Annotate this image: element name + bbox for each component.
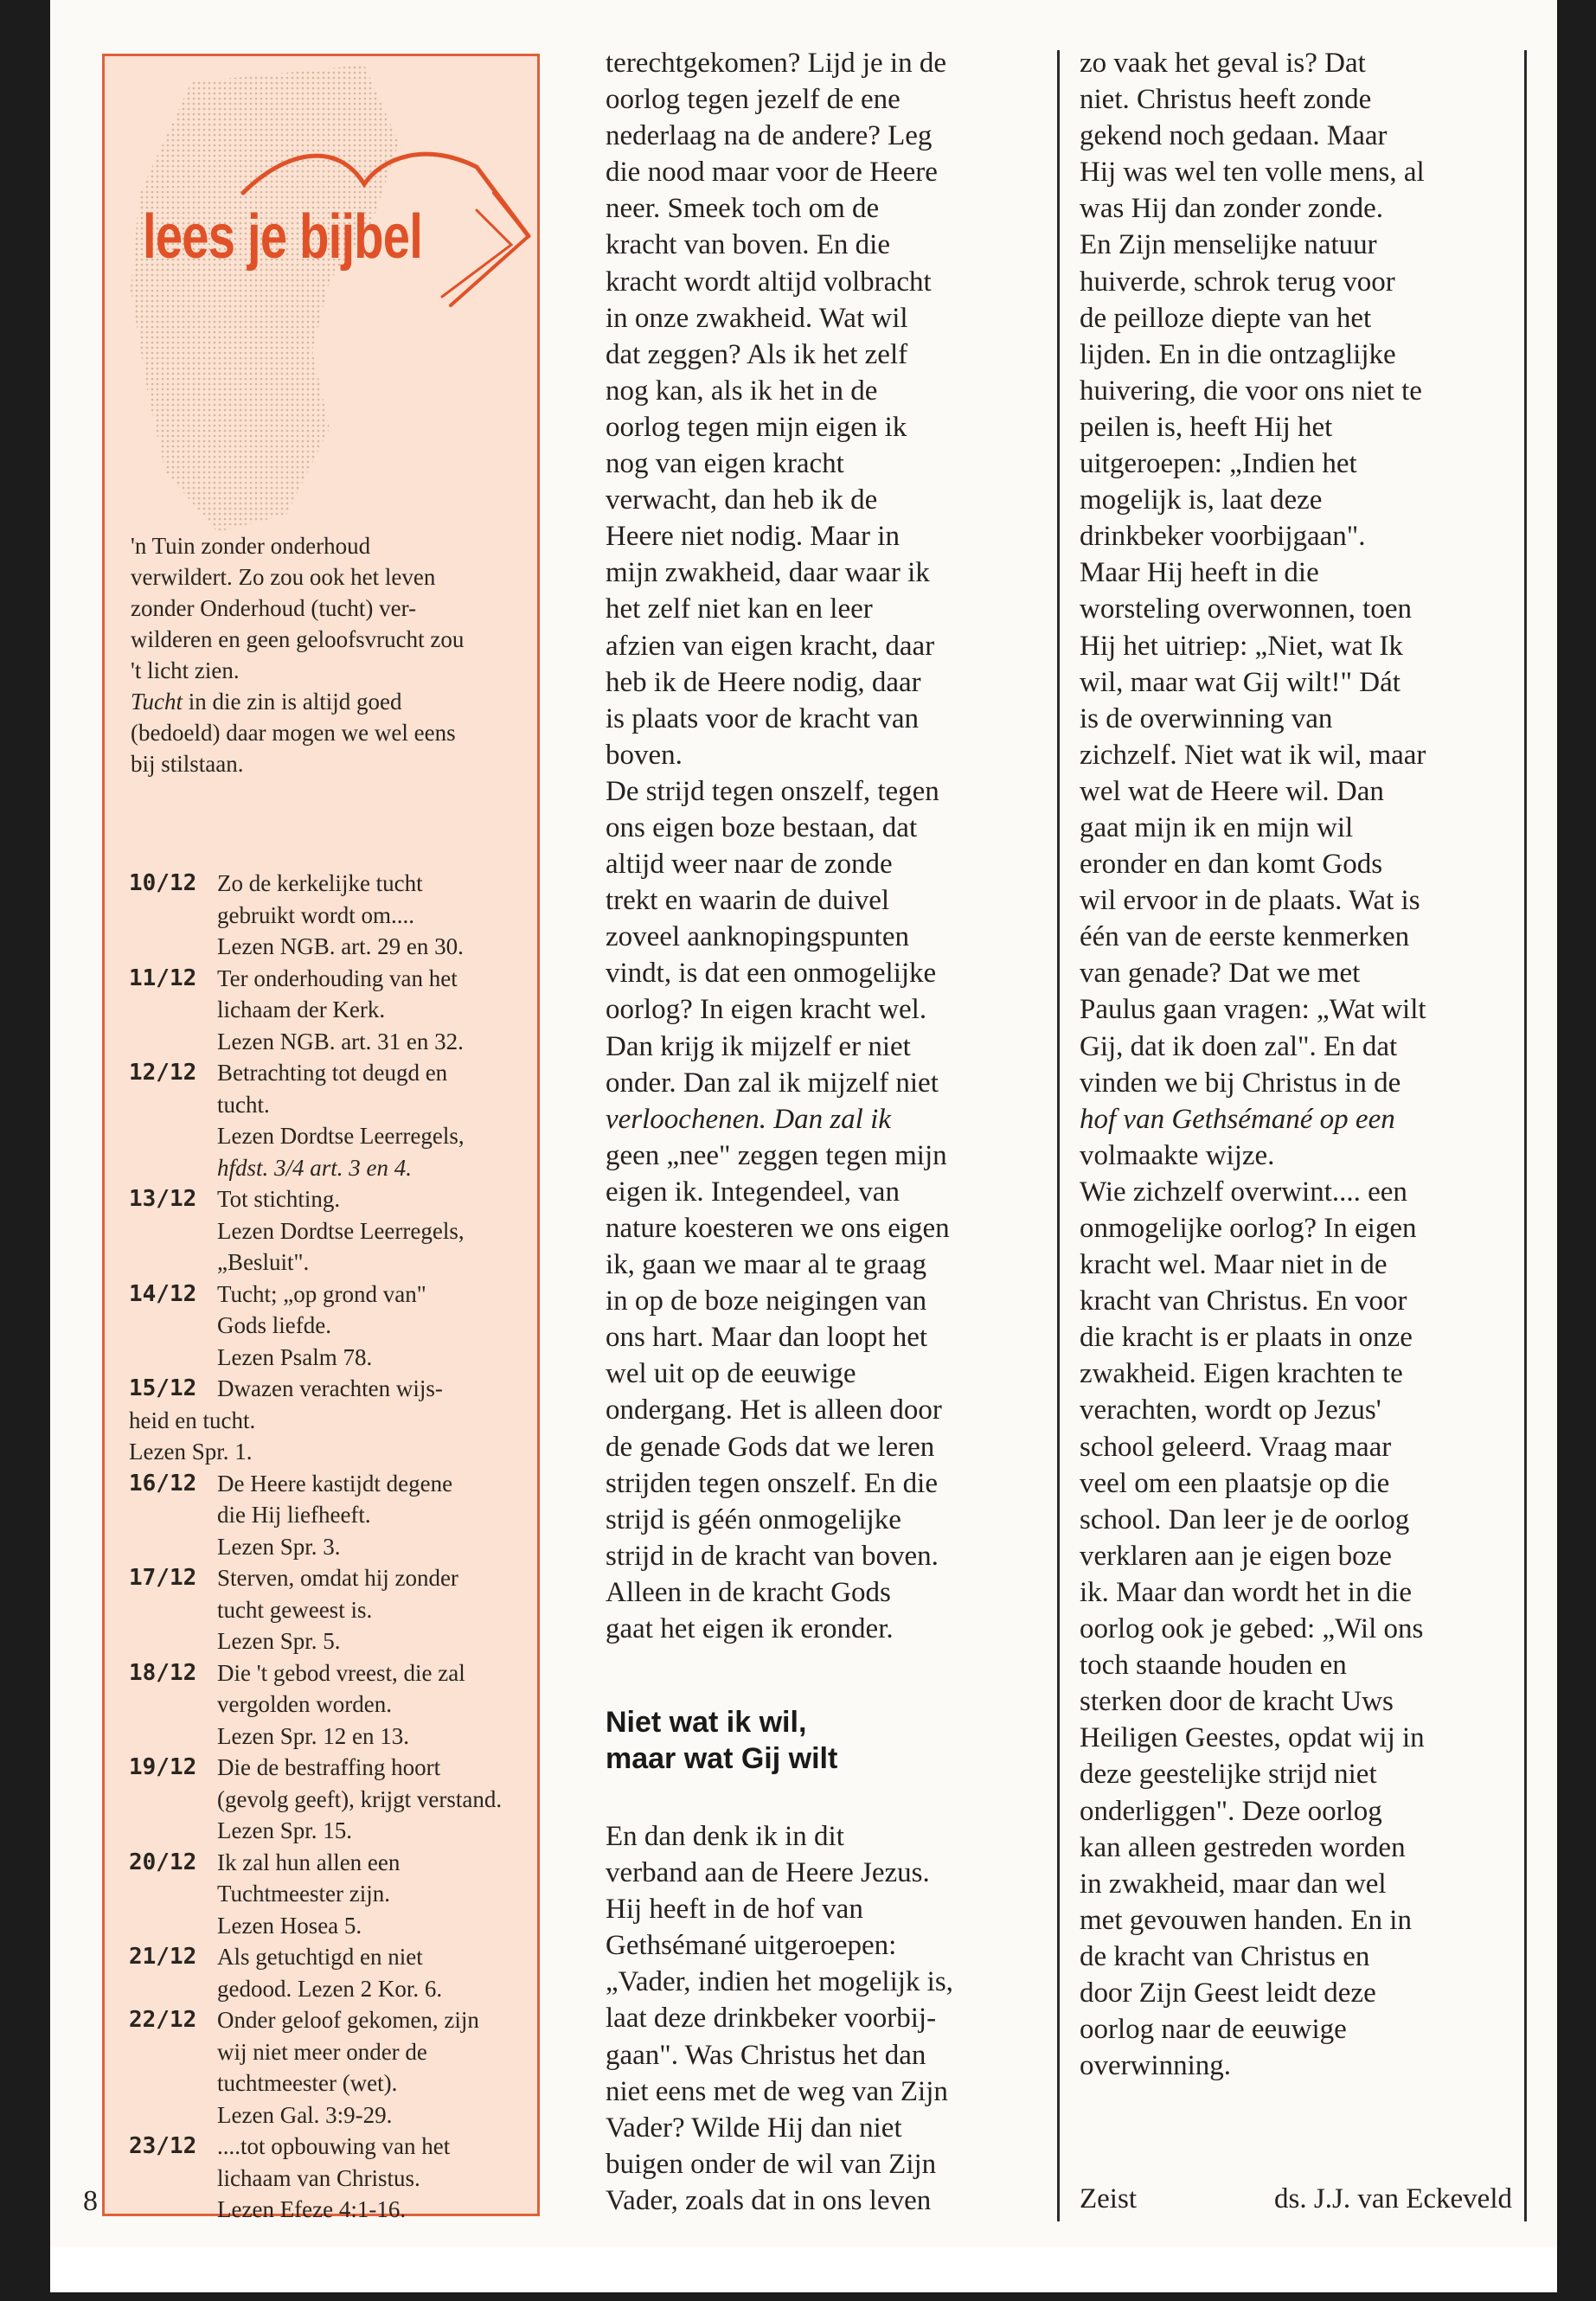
text-line: deze geestelijke strijd niet [1080,1759,1377,1791]
text-line: eigen ik. Integendeel, van [606,1176,900,1208]
reading-text [217,1279,535,1374]
text-line: de genade Gods dat we leren [606,1431,935,1463]
text-line: vindt, is dat een onmogelijke [606,958,937,990]
text-line: Wie zichzelf overwint.... een [1080,1176,1407,1208]
text-line: Vader? Wilde Hij dan niet [606,2112,902,2144]
text-line: nog van eigen kracht [606,448,844,480]
reading-line: ....tot opbouwing van het [217,2133,451,2159]
intro-italic-word: Tucht [131,689,183,715]
reading-plan-sidebar [102,54,540,2222]
reading-text [217,1057,535,1183]
text-line: in op de boze neigingen van [606,1285,927,1317]
reading-entry [129,1057,535,1183]
heading-line: maar wat Gij wilt [606,1742,838,1775]
reading-entry [129,1373,535,1405]
text-line: ondergang. Het is alleen door [606,1394,942,1426]
text-line: ik, gaan we maar al te graag [606,1249,927,1281]
text-line: heb ik de Heere nodig, daar [606,666,921,698]
text-line: overwinning. [1080,2050,1232,2082]
reading-line: lichaam van Christus. [217,2164,420,2191]
reading-entry [129,868,535,963]
text-line: ons hart. Maar dan loopt het [606,1322,928,1354]
text-line: kracht wordt altijd volbracht [606,266,932,298]
heading-line: Niet wat ik wil, [606,1706,807,1739]
text-line: met gevouwen handen. En in [1080,1904,1412,1936]
text-line: eronder en dan komt Gods [1080,849,1383,881]
text-line: De strijd tegen onszelf, tegen [606,775,939,807]
reading-line: Als getuchtigd en niet [217,1944,423,1970]
reading-line: vergolden worden. [217,1691,392,1717]
article-column-middle-bottom [606,1818,1038,2219]
text-line: Paulus gaan vragen: „Wat wilt [1080,994,1426,1026]
reading-date: 16/12 [129,1470,197,1497]
reading-date: 18/12 [129,1659,197,1686]
text-line: oorlog tegen mijn eigen ik [606,411,907,443]
reading-date: 20/12 [129,1849,197,1875]
text-line: Hij het uitriep: „Niet, wat Ik [1080,630,1403,662]
text-line: ik. Maar dan wordt het in die [1080,1576,1412,1608]
reading-line: heid en tucht. [129,1407,256,1433]
reading-date: 13/12 [129,1186,197,1212]
reading-entry [129,1562,535,1657]
reading-entry [129,2004,535,2131]
reading-line: (gevolg geeft), krijgt verstand. [217,1785,503,1812]
text-line: gekend noch gedaan. Maar [1080,120,1388,152]
text-line: sterken door de kracht Uws [1080,1686,1394,1718]
text-line: zichzelf. Niet wat ik wil, maar [1080,739,1426,771]
text-line: vinden we bij Christus in de [1080,1067,1401,1099]
text-line: wel wat de Heere wil. Dan [1080,775,1384,807]
reading-date: 12/12 [129,1060,197,1086]
text-line: Hij heeft in de hof van [606,1894,863,1926]
text-line: was Hij dan zonder zonde. [1080,193,1383,225]
reading-entry [129,1279,535,1374]
bottom-margin [50,2247,1557,2292]
text-line: zwakheid. Eigen krachten te [1080,1358,1403,1390]
reading-entry [129,1941,535,2004]
page-number: 8 [83,2185,98,2217]
signature-place: Zeist [1080,2183,1137,2214]
text-line: En dan denk ik in dit [606,1821,844,1852]
reading-line: hfdst. 3/4 art. 3 en 4. [217,1154,413,1181]
reading-line: Lezen Spr. 12 en 13. [217,1722,409,1749]
text-line: nog kan, als ik het in de [606,375,878,407]
text-line: drinkbeker voorbijgaan". [1080,521,1366,553]
text-line: worsteling overwonnen, toen [1080,593,1412,625]
text-line: kracht van boven. En die [606,229,890,261]
reading-text [217,1752,535,1847]
sidebar-intro [131,530,511,779]
text-line: Gij, dat ik doen zal". En dat [1080,1030,1398,1062]
reading-line: Lezen Dordtse Leerregels, [217,1123,465,1149]
reading-line: Lezen NGB. art. 31 en 32. [217,1028,464,1054]
text-line: strijd is géén onmogelijke [606,1503,901,1535]
reading-date: 14/12 [129,1280,197,1307]
text-line: het zelf niet kan en leer [606,593,873,625]
text-line: Dan krijg ik mijzelf er niet [606,1030,911,1062]
intro-line: bij stilstaan. [131,751,244,777]
text-line: door Zijn Geest leidt deze [1080,1977,1376,2009]
text-line: laat deze drinkbeker voorbij- [606,2003,937,2035]
text-line: huiverde, schrok terug voor [1080,266,1395,298]
text-line: één van de eerste kenmerken [1080,921,1410,953]
text-line: hof van Gethsémané op een [1080,1103,1395,1135]
text-line: die nood maar voor de Heere [606,157,938,189]
article-column-right [1080,45,1516,2084]
reading-date: 23/12 [129,2133,197,2159]
text-line: oorlog tegen jezelf de ene [606,84,901,116]
reading-list [129,868,535,2226]
intro-line: 't licht zien. [131,657,240,683]
text-line: school geleerd. Vraag maar [1080,1431,1392,1463]
text-line: boven. [606,739,683,771]
reading-text [217,868,535,963]
reading-line: Lezen Gal. 3:9-29. [217,2101,393,2128]
intro-line: (bedoeld) daar mogen we wel eens [131,720,456,746]
intro-line: verwildert. Zo zou ook het leven [131,564,436,590]
text-line: Maar Hij heeft in die [1080,557,1319,589]
text-line: kracht wel. Maar niet in de [1080,1249,1388,1281]
text-line: onder. Dan zal ik mijzelf niet [606,1067,939,1099]
text-line: verachten, wordt op Jezus' [1080,1394,1381,1426]
text-line: altijd weer naar de zonde [606,849,893,881]
reading-line: Lezen Spr. 1. [129,1439,253,1465]
signature-author: ds. J.J. van Eckeveld [1274,2183,1512,2214]
reading-line: tuchtmeester (wet). [217,2070,398,2096]
reading-date: 19/12 [129,1754,197,1780]
text-line: volmaakte wijze. [1080,1139,1275,1171]
reading-line: tucht geweest is. [217,1596,373,1623]
text-line: Heiligen Geestes, opdat wij in [1080,1722,1425,1754]
text-line: mogelijk is, laat deze [1080,484,1323,516]
text-line: veel om een plaatsje op die [1080,1467,1390,1499]
text-line: En Zijn menselijke natuur [1080,229,1377,261]
text-line: gaat het eigen ik eronder. [606,1613,894,1645]
text-line: strijd in de kracht van boven. [606,1540,939,1572]
text-line: verloochenen. Dan zal ik [606,1103,891,1135]
reading-line: Lezen Spr. 3. [217,1533,341,1560]
reading-line: Lezen Spr. 5. [217,1628,341,1654]
reading-line: Lezen Hosea 5. [217,1912,362,1939]
reading-date: 10/12 [129,870,197,896]
text-line: mijn zwakheid, daar waar ik [606,557,930,589]
column-divider [1524,50,1527,2221]
reading-text [217,1657,535,1753]
text-line: Alleen in de kracht Gods [606,1576,891,1608]
reading-line: Gods liefde. [217,1312,331,1338]
reading-line: Tucht; „op grond van" [217,1280,426,1307]
reading-entry [129,1752,535,1847]
reading-text [217,2004,535,2131]
reading-date: 15/12 [129,1375,197,1401]
reading-line: gedood. Lezen 2 Kor. 6. [217,1975,443,2002]
reading-line: Ik zal hun allen een [217,1849,401,1875]
text-line: de kracht van Christus en [1080,1940,1370,1972]
reading-entry [129,1183,535,1279]
reading-line: Tuchtmeester zijn. [217,1881,390,1907]
text-line: in onze zwakheid. Wat wil [606,302,908,334]
text-line: zo vaak het geval is? Dat [1080,48,1366,79]
reading-entry [129,2131,535,2226]
reading-entry [129,1657,535,1753]
text-line: zoveel aanknopingspunten [606,921,909,953]
reading-line: die Hij liefheeft. [217,1502,371,1528]
text-line: nature koesteren we ons eigen [606,1213,950,1244]
reading-line: „Besluit". [217,1249,310,1275]
text-line: uitgeroepen: „Indien het [1080,448,1357,480]
text-line: trekt en waarin de duivel [606,885,890,917]
text-line: wil, maar wat Gij wilt!" Dát [1080,666,1401,698]
reading-entry [129,963,535,1058]
reading-date: 17/12 [129,1565,197,1591]
text-line: van genade? Dat we met [1080,958,1361,990]
text-line: verwacht, dan heb ik de [606,484,878,516]
reading-entry [129,1468,535,1563]
text-line: toch staande houden en [1080,1650,1347,1682]
reading-text [217,1562,535,1657]
intro-line: in die zin is altijd goed [183,689,402,715]
reading-text [217,963,535,1058]
reading-line: Tot stichting. [217,1186,341,1212]
text-line: Heere niet nodig. Maar in [606,521,900,553]
text-line: oorlog? In eigen kracht wel. [606,994,927,1026]
text-line: Gethsémané uitgeroepen: [606,1930,897,1962]
column-divider [1057,50,1060,2221]
text-line: peilen is, heeft Hij het [1080,411,1333,443]
logo-title: lees je bijbel [143,202,423,272]
text-line: afzien van eigen kracht, daar [606,630,935,662]
text-line: kan alleen gestreden worden [1080,1831,1406,1863]
text-line: buigen onder de wil van Zijn [606,2148,937,2180]
text-line: neer. Smeek toch om de [606,193,880,225]
text-line: wil ervoor in de plaats. Wat is [1080,885,1420,917]
article-column-middle-top [606,45,1038,1647]
text-line: wel uit op de eeuwige [606,1358,856,1390]
text-line: Hij was wel ten volle mens, al [1080,157,1425,189]
reading-line: Onder geloof gekomen, zijn [217,2007,479,2033]
intro-line: zonder Onderhoud (tucht) ver- [131,595,417,621]
text-line: niet. Christus heeft zonde [1080,84,1372,116]
reading-text [217,1847,535,1942]
reading-text [217,1941,535,2004]
text-line: gaat mijn ik en mijn wil [1080,811,1354,843]
intro-line: 'n Tuin zonder onderhoud [131,533,371,559]
reading-text [217,1468,535,1563]
text-line: dat zeggen? Als ik het zelf [606,338,908,370]
text-line: geen „nee" zeggen tegen mijn [606,1139,947,1171]
reading-line: gebruikt wordt om.... [217,901,414,928]
reading-text [217,1183,535,1279]
text-line: „Vader, indien het mogelijk is, [606,1966,953,1998]
text-line: lijden. En in die ontzaglijke [1080,338,1396,370]
reading-date: 21/12 [129,1944,197,1970]
text-line: die kracht is er plaats in onze [1080,1322,1413,1354]
text-line: is plaats voor de kracht van [606,702,919,734]
reading-line: Betrachting tot deugd en [217,1060,448,1086]
text-line: onmogelijke oorlog? In eigen [1080,1213,1417,1244]
text-line: Vader, zoals dat in ons leven [606,2184,932,2216]
reading-line: Lezen Dordtse Leerregels, [217,1217,465,1244]
text-line: strijden tegen onszelf. En die [606,1467,938,1499]
text-line: in zwakheid, maar dan wel [1080,1868,1387,1900]
text-line: huivering, die voor ons niet te [1080,375,1422,407]
text-line: de peilloze diepte van het [1080,302,1372,334]
reading-line: Lezen NGB. art. 29 en 30. [217,933,464,959]
reading-line: Ter onderhouding van het [217,965,458,991]
reading-line: Lezen Spr. 15. [217,1817,352,1843]
text-line: verklaren aan je eigen boze [1080,1540,1392,1572]
reading-line: tucht. [217,1091,270,1118]
text-line: oorlog naar de eeuwige [1080,2014,1347,2046]
reading-line: Lezen Psalm 78. [217,1343,373,1370]
text-line: gaan". Was Christus het dan [606,2039,926,2071]
intro-line: wilderen en geen geloofsvrucht zou [131,626,465,652]
text-line: nederlaag na de andere? Leg [606,120,933,152]
reading-line: Sterven, omdat hij zonder [217,1565,458,1591]
section-heading [606,1704,837,1777]
reading-line: Zo de kerkelijke tucht [217,870,423,896]
reading-line: Dwazen verachten wijs- [217,1375,443,1401]
text-line: oorlog ook je gebed: „Wil ons [1080,1613,1424,1645]
text-line: is de overwinning van [1080,702,1333,734]
text-line: verband aan de Heere Jezus. [606,1857,930,1889]
reading-entry [129,1847,535,1942]
reading-line: Die de bestraffing hoort [217,1754,441,1780]
reading-line: De Heere kastijdt degene [217,1470,453,1497]
reading-text [217,1373,535,1405]
text-line: kracht van Christus. En voor [1080,1285,1407,1317]
text-line: school. Dan leer je de oorlog [1080,1503,1410,1535]
text-line: onderliggen". Deze oorlog [1080,1795,1382,1827]
reading-text [217,2131,535,2226]
reading-line: wij niet meer onder de [217,2038,427,2065]
reading-date: 11/12 [129,965,197,991]
reading-line: Lezen Efeze 4:1-16. [217,2196,407,2222]
reading-date: 22/12 [129,2007,197,2033]
reading-line: lichaam der Kerk. [217,997,386,1022]
reading-line: Die 't gebod vreest, die zal [217,1659,465,1686]
text-line: terechtgekomen? Lijd je in de [606,48,947,79]
text-line: niet eens met de weg van Zijn [606,2075,948,2107]
text-line: ons eigen boze bestaan, dat [606,811,918,843]
